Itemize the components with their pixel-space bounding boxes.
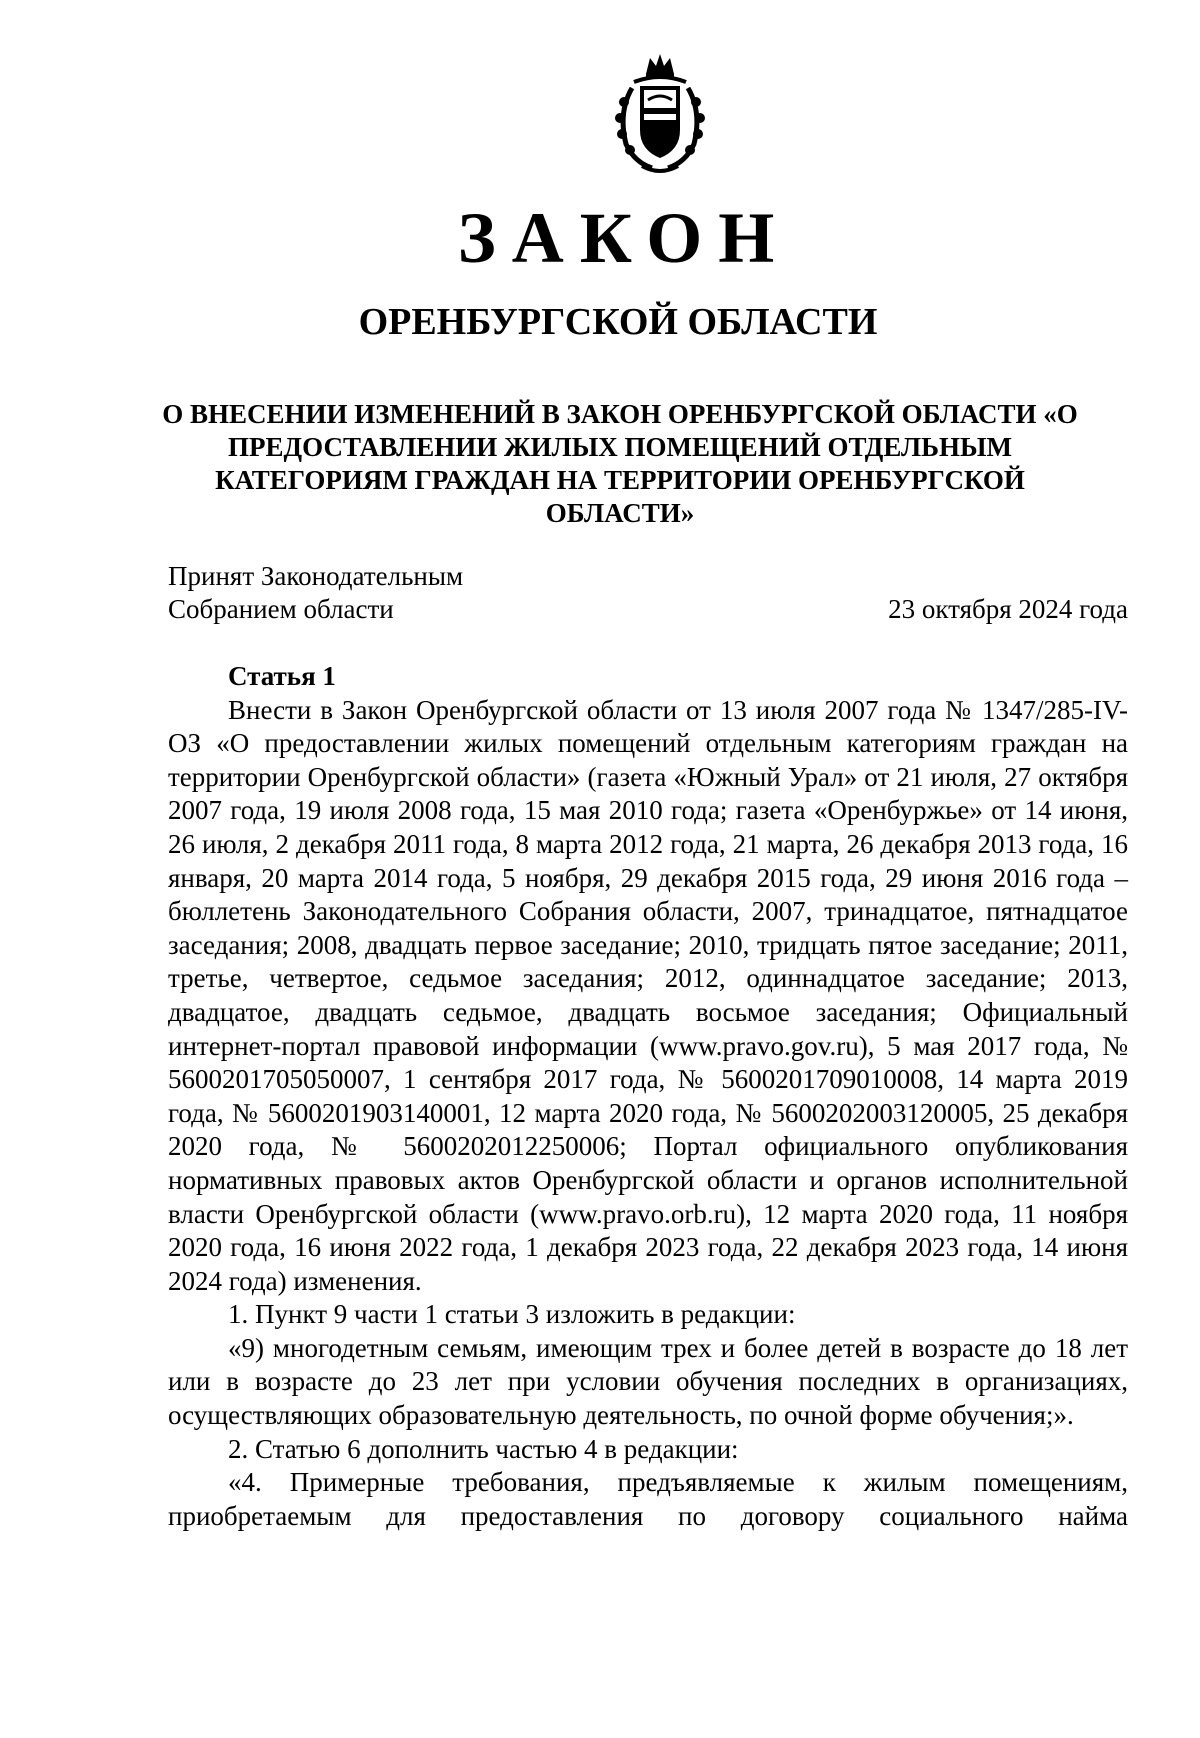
coat-of-arms-icon [612, 52, 708, 176]
item-1-text: «9) многодетным семьям, имеющим трех и более детей в возрасте до 18 лет или в возрасте до 23 лет при условии обучения последних в организациях, осуществляющих образовательную деятельность, по очной форме обучения;». [168, 1332, 1128, 1431]
adopted-line-1: Принят Законодательным [168, 561, 464, 591]
adopted-row [168, 593, 1128, 626]
item-2-text: «4. Примерные требования, предъявляемые к жилым помещениям, приобретаемым для предоставления по договору социального найма [168, 1467, 1128, 1531]
item-2: 2. Статью 6 дополнить частью 4 в редакции: [228, 1433, 739, 1464]
item-1: 1. Пункт 9 части 1 статьи 3 изложить в редакции: [228, 1299, 796, 1330]
law-name: О ВНЕСЕНИИ ИЗМЕНЕНИЙ В ЗАКОН ОРЕНБУРГСКОЙ ОБЛАСТИ «О ПРЕДОСТАВЛЕНИИ ЖИЛЫХ ПОМЕЩЕНИЙ ОТДЕЛЬНЫМ КАТЕГОРИЯМ ГРАЖДАН НА ТЕРРИТОРИИ ОРЕНБУРГСКОЙ ОБЛАСТИ» [162, 399, 1078, 528]
article-title: Статья 1 [228, 661, 336, 691]
document-subtitle: ОРЕНБУРГСКОЙ ОБЛАСТИ [358, 301, 878, 343]
adoption-date: 23 октября 2024 года [888, 594, 1128, 624]
document-title: ЗАКОН [457, 198, 791, 278]
article-intro: Внести в Закон Оренбургской области от 13 июля 2007 года № 1347/285-IV-ОЗ «О предоставлении жилых помещений отдельным категориям граждан на территории Оренбургской области» (газета «Южный Урал» от 21 июля, 27 октября 2007 года, 19 июля 2008 года, 15 мая 2010 года; газета «Оренбуржье» от 14 июня, 26 июля, 2 декабря 2011 года, 8 марта 2012 года, 21 марта, 26 декабря 2013 года, 16 января, 20 марта 2014 года, 5 ноября, 29 декабря 2015 года, 29 июня 2016 года – бюллетень Законодательного Собрания области, 2007, тринадцатое, пятнадцатое заседания; 2008, двадцать первое заседание; 2010, тридцать пятое заседание; 2011, третье, четвертое, седьмое заседания; 2012, одиннадцатое заседание; 2013, двадцатое, двадцать седьмое, двадцать восьмое заседания; Официальный интернет-портал правовой информации (www.pravo.gov.ru), 5 мая 2017 года, № 5600201705050007, 1 сентября 2017 года, № 5600201709010008, 14 марта 2019 года, № 5600201903140001, 12 марта 2020 года, № 5600202003120005, 25 декабря 2020 года, № 5600202012250006; Портал официального опубликования нормативных правовых актов Оренбургской области и органов исполнительной власти Оренбургской области (www.pravo.orb.ru), 12 марта 2020 года, 11 ноября 2020 года, 16 июня 2022 года, 1 декабря 2023 года, 22 декабря 2023 года, 14 июня 2024 года) изменения. [168, 694, 1128, 1296]
adoption-block [168, 560, 1128, 626]
document-body [168, 660, 1128, 1533]
adopted-line-2: Собранием области [168, 594, 394, 624]
